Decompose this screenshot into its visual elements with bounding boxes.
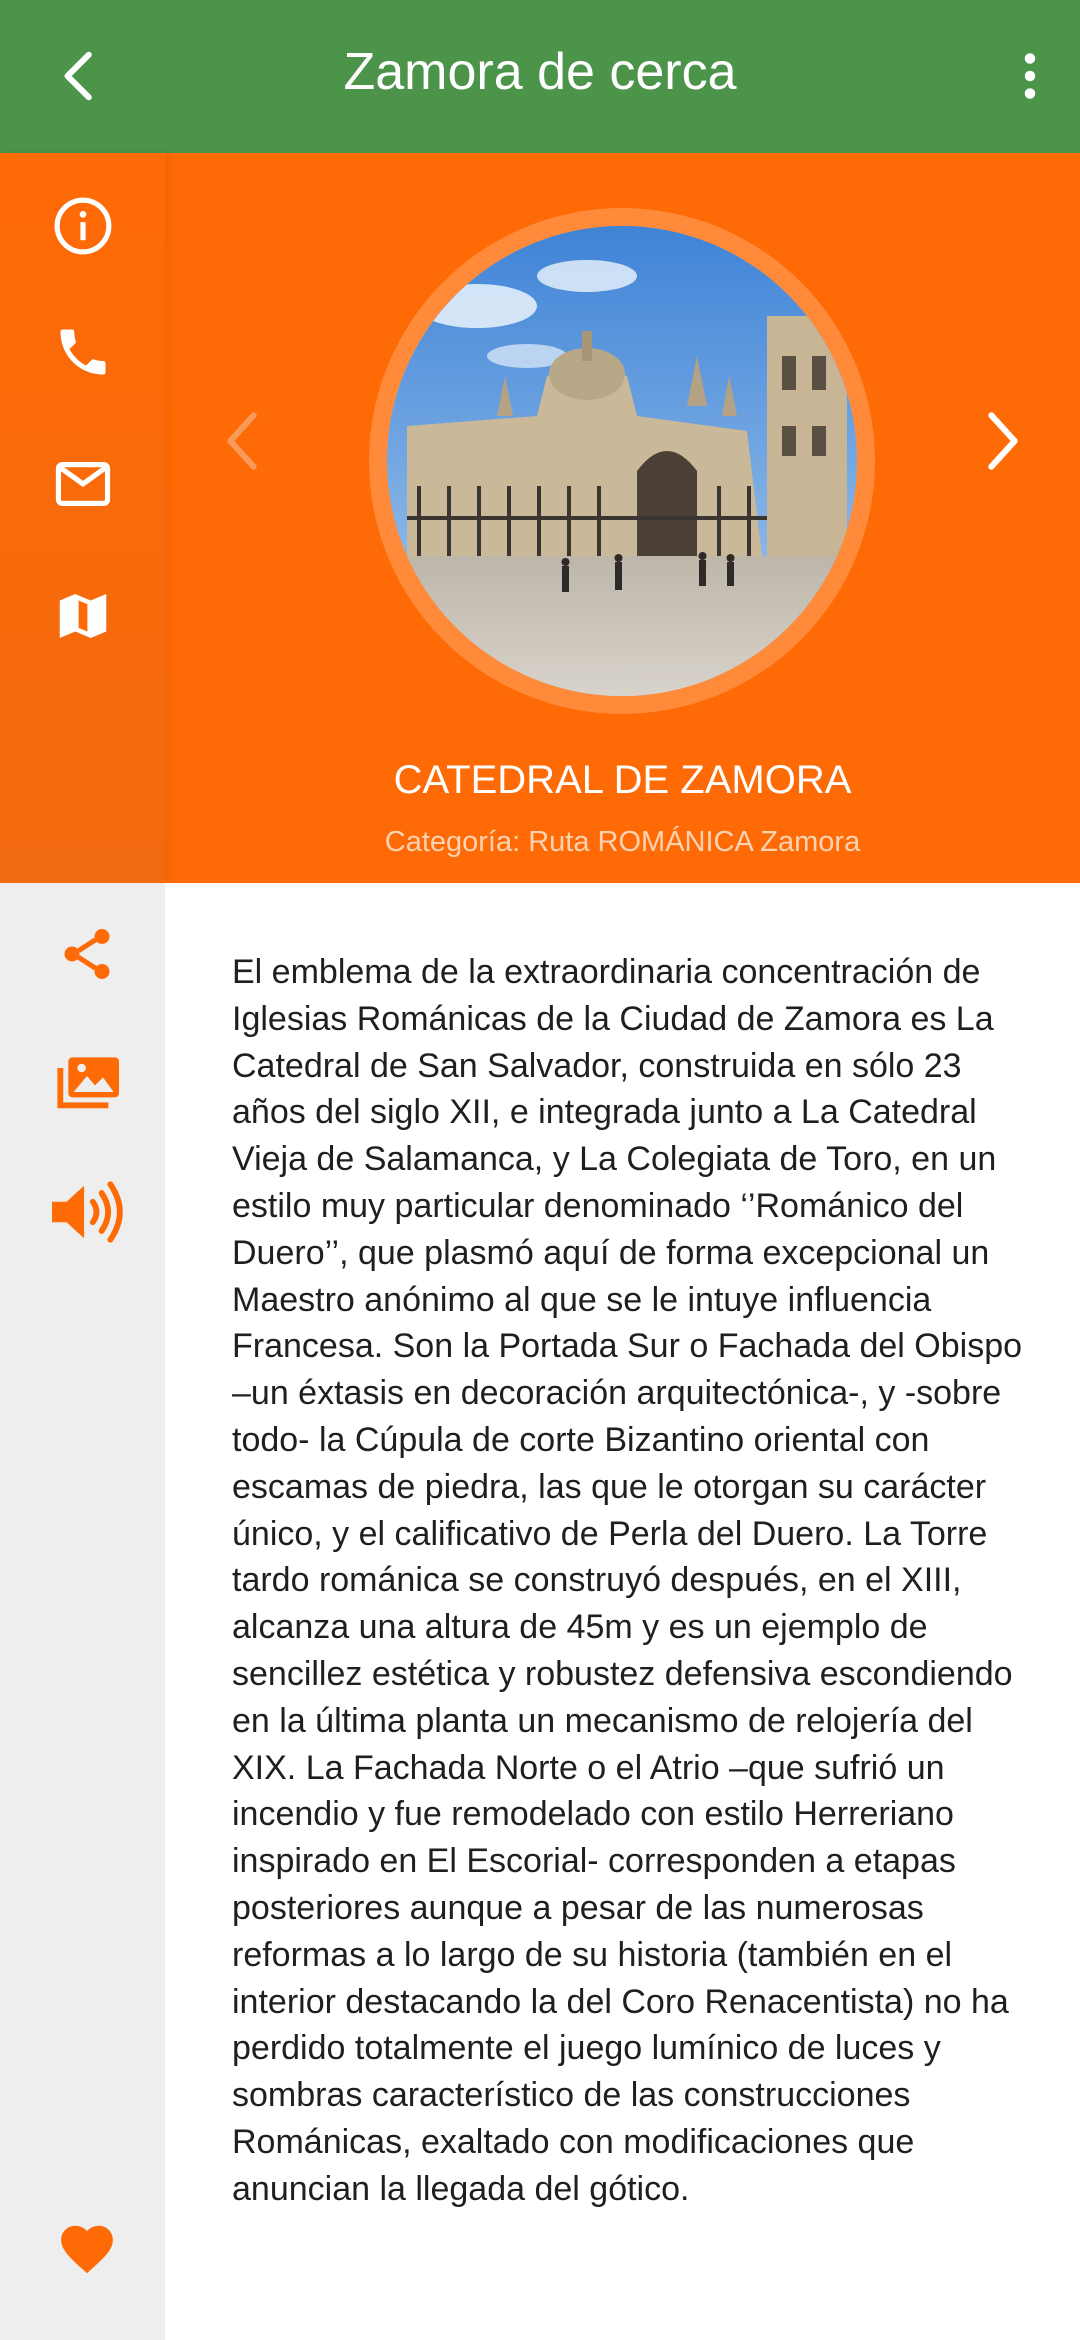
actions-sidebar — [0, 883, 165, 2340]
place-photo — [387, 226, 857, 696]
volume-icon — [45, 1177, 129, 1247]
photo-gallery-icon — [52, 1052, 122, 1116]
more-options-button[interactable] — [990, 36, 1070, 116]
next-image-button[interactable] — [968, 401, 1038, 481]
place-category: Categoría: Ruta ROMÁNICA Zamora — [384, 826, 861, 858]
phone-button[interactable] — [42, 311, 124, 393]
place-header — [0, 153, 1080, 883]
info-icon — [52, 195, 114, 257]
previous-image-button[interactable] — [207, 401, 277, 481]
map-button[interactable] — [42, 575, 124, 657]
heart-icon — [56, 2218, 118, 2280]
place-image-frame — [369, 208, 875, 714]
favorite-button[interactable] — [42, 2208, 132, 2290]
map-icon — [52, 585, 114, 647]
cathedral-photo-illustration — [387, 226, 857, 696]
chevron-right-icon — [975, 406, 1031, 476]
page-title: Zamora de cerca — [343, 43, 737, 101]
app-bar — [0, 0, 1080, 153]
mail-button[interactable] — [42, 443, 124, 525]
mail-icon — [52, 453, 114, 515]
contact-sidebar — [0, 153, 165, 883]
share-icon — [57, 924, 117, 984]
audio-button[interactable] — [42, 1171, 132, 1253]
chevron-left-icon — [214, 406, 270, 476]
place-name: CATEDRAL DE ZAMORA — [393, 758, 852, 802]
place-description: El emblema de la extraordinaria concentración de Iglesias Románicas de la Ciudad de Zamora es La Catedral de San Salvador, construida en sólo 23 años del siglo XII, e integrada junto a La Catedral Vieja de Salamanca, y La Colegiata de Toro, en un estilo muy particular denominado ‘’Románico del Duero’’, que plasmó aquí de forma excepcional un Maestro anónimo al que se le intuye influencia Francesa. Son la Portada Sur o Fachada del Obispo –un éxtasis en decoración arquitectónica-, y -sobre todo- la Cúpula de corte Bizantino oriental con escamas de piedra, las que le otorgan su carácter único, y el calificativo de Perla del Duero. La Torre tardo románica se construyó después, en el XIII, alcanza una altura de 45m y es un ejemplo de sencillez estética y robustez defensiva escondiendo en la última planta un mecanismo de relojería del XIX. La Fachada Norte o el Atrio –que sufrió un incendio y fue remodelado con estilo Herreriano inspirado en El Escorial- corresponden a etapas posteriores aunque a pesar de las numerosas reformas a lo largo de su historia (también en el interior destacando la del Coro Renacentista) no ha perdido totalmente el juego lumínico de luces y sombras característico de las construcciones Románicas, exaltado con modificaciones que anuncian la llegada del gótico. — [232, 953, 1023, 2208]
gallery-button[interactable] — [42, 1043, 132, 1125]
description-panel — [165, 883, 1080, 2340]
phone-icon — [53, 322, 113, 382]
more-vertical-icon — [1000, 46, 1060, 106]
info-button[interactable] — [42, 185, 124, 267]
share-button[interactable] — [42, 913, 132, 995]
